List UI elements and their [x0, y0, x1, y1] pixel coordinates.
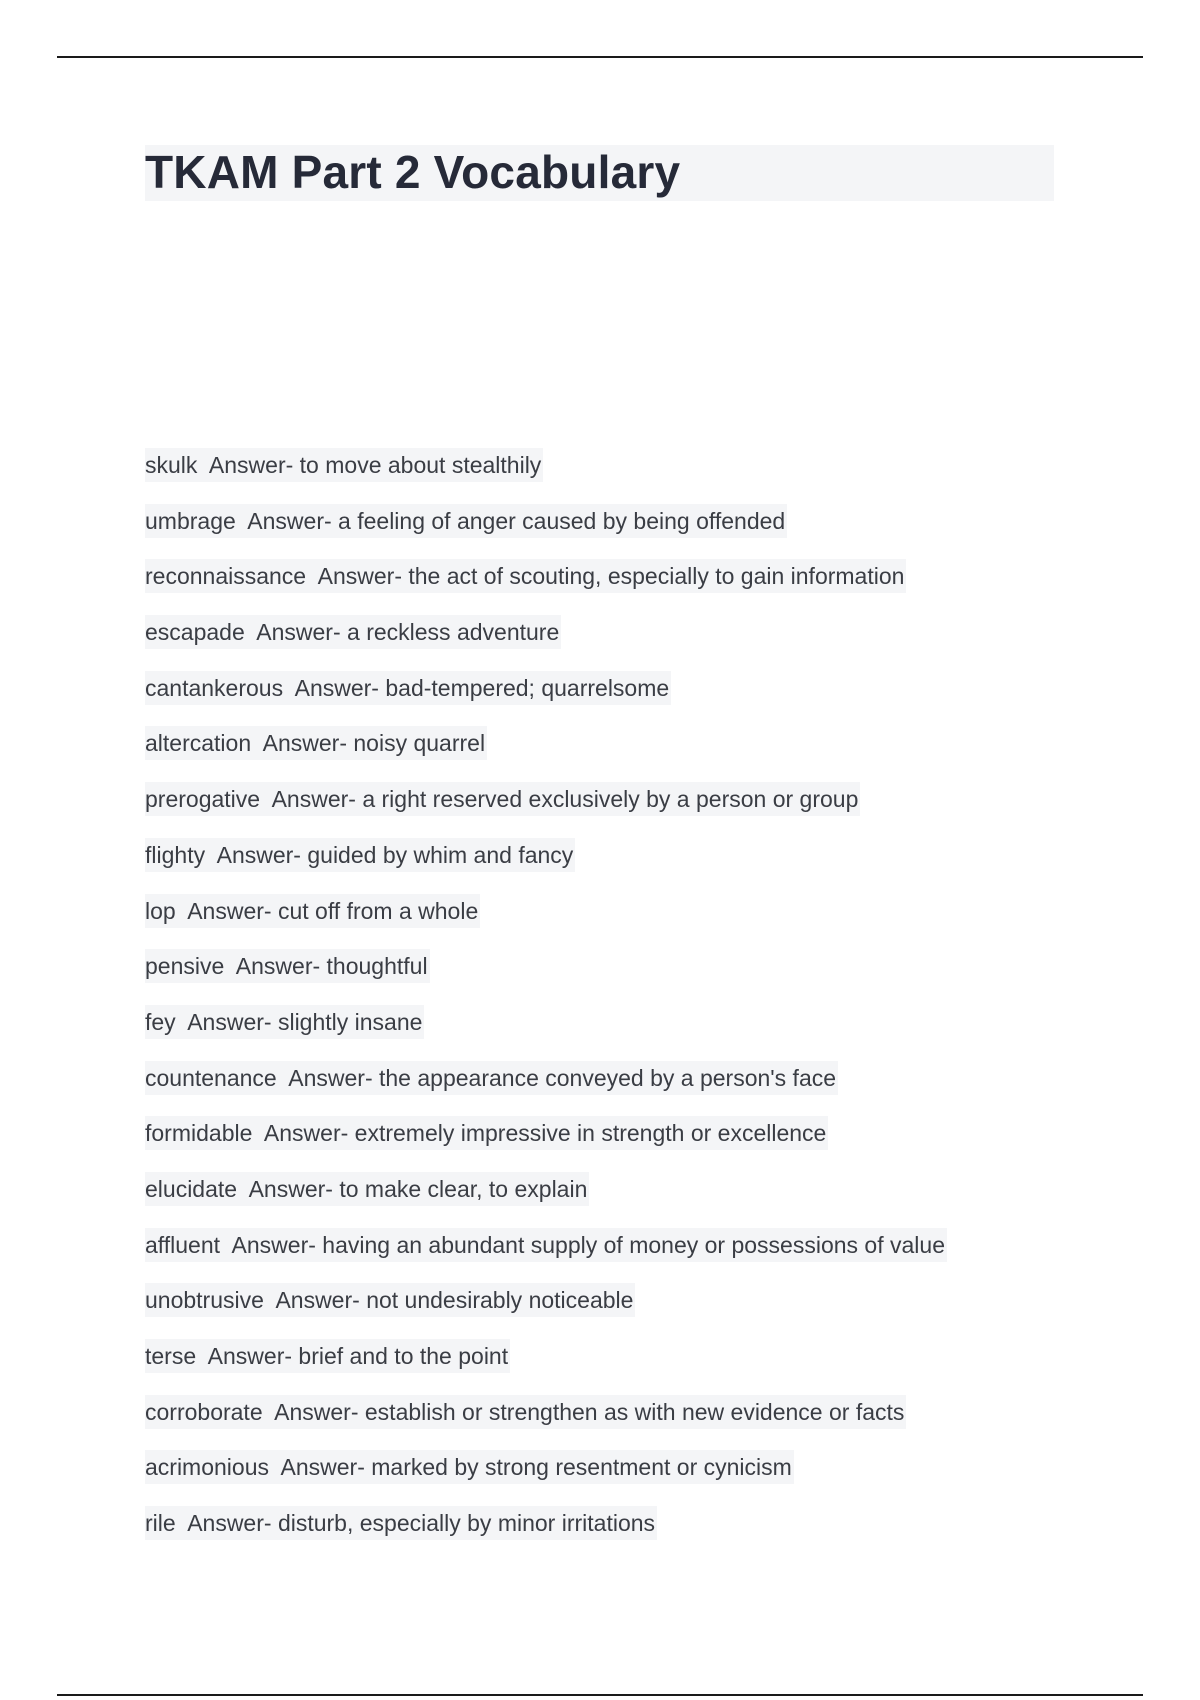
vocab-entry: [145, 1283, 947, 1339]
answer-label: Answer-: [187, 1008, 272, 1035]
document-title: TKAM Part 2 Vocabulary: [145, 146, 681, 198]
vocab-term: pensive: [145, 953, 225, 980]
answer-label: Answer-: [248, 1175, 333, 1202]
vocab-entry: [145, 1061, 947, 1117]
vocab-entry: [145, 1450, 947, 1506]
answer-label: Answer-: [274, 1398, 359, 1425]
vocab-entry: [145, 671, 947, 727]
vocab-definition: a feeling of anger caused by being offended: [338, 507, 786, 534]
vocab-term: escapade: [145, 619, 245, 646]
vocab-line: [145, 559, 906, 593]
vocab-line: [145, 671, 671, 705]
vocab-term: unobtrusive: [145, 1287, 264, 1314]
vocab-entry: [145, 1339, 947, 1395]
answer-label: Answer-: [317, 563, 402, 590]
vocab-entry: [145, 782, 947, 838]
answer-label: Answer-: [187, 897, 272, 924]
vocab-definition: a right reserved exclusively by a person or group: [362, 786, 859, 813]
vocab-line: [145, 949, 430, 983]
answer-label: Answer-: [271, 786, 356, 813]
vocab-definition: not undesirably noticeable: [366, 1287, 634, 1314]
vocab-entry: [145, 615, 947, 671]
vocab-line: [145, 1116, 828, 1150]
vocab-entry: [145, 1395, 947, 1451]
vocab-line: [145, 782, 860, 816]
vocab-definition: extremely impressive in strength or excellence: [354, 1120, 827, 1147]
answer-label: Answer-: [263, 1120, 349, 1147]
vocab-term: corroborate: [145, 1398, 263, 1425]
vocab-definition: brief and to the point: [298, 1343, 509, 1369]
vocab-definition: bad-tempered; quarrelsome: [385, 674, 670, 701]
vocab-term: cantankerous: [145, 674, 284, 701]
vocab-line: [145, 1172, 589, 1206]
vocab-term: reconnaissance: [145, 563, 307, 590]
answer-label: Answer-: [231, 1231, 316, 1258]
vocab-entry: [145, 1005, 947, 1061]
vocab-term: umbrage: [145, 507, 236, 534]
answer-label: Answer-: [207, 1343, 293, 1369]
vocab-definition: guided by whim and fancy: [307, 841, 574, 868]
vocab-entry: [145, 894, 947, 950]
vocab-definition: to make clear, to explain: [339, 1175, 588, 1202]
vocab-term: acrimonious: [145, 1454, 269, 1481]
answer-label: Answer-: [275, 1287, 360, 1314]
vocab-term: terse: [145, 1343, 197, 1369]
vocab-term: skulk: [145, 452, 198, 478]
vocab-entry: [145, 1116, 947, 1172]
vocab-definition: thoughtful: [326, 953, 428, 980]
vocab-line: [145, 1283, 635, 1317]
vocab-line: [145, 1450, 794, 1484]
vocab-term: altercation: [145, 730, 252, 757]
vocab-term: affluent: [145, 1231, 221, 1258]
vocab-line: [145, 1228, 947, 1262]
vocab-definition: establish or strengthen as with new evidence or facts: [364, 1398, 905, 1425]
vocab-definition: marked by strong resentment or cynicism: [371, 1454, 792, 1481]
vocab-entry: [145, 726, 947, 782]
answer-label: Answer-: [216, 841, 301, 868]
vocab-term: prerogative: [145, 786, 261, 813]
vocab-line: [145, 1005, 424, 1039]
vocab-entry: [145, 838, 947, 894]
vocab-line: [145, 838, 575, 872]
vocab-line: [145, 448, 543, 482]
answer-label: Answer-: [235, 953, 321, 980]
vocab-term: fey: [145, 1008, 176, 1035]
vocab-line: [145, 504, 787, 538]
vocab-definition: noisy quarrel: [353, 730, 486, 757]
vocab-line: [145, 1506, 657, 1540]
vocab-definition: slightly insane: [277, 1008, 423, 1035]
vocab-line: [145, 726, 487, 760]
vocab-term: flighty: [145, 841, 206, 868]
vocab-line: [145, 894, 480, 928]
vocab-definition: to move about stealthily: [299, 452, 542, 478]
vocab-entry: [145, 949, 947, 1005]
answer-label: Answer-: [208, 452, 294, 478]
answer-label: Answer-: [294, 674, 379, 701]
vocab-entry: [145, 448, 947, 504]
vocab-entry: [145, 1506, 947, 1562]
vocabulary-list: [145, 448, 947, 1562]
vocab-definition: the appearance conveyed by a person's face: [379, 1064, 837, 1091]
answer-label: Answer-: [256, 619, 341, 646]
answer-label: Answer-: [262, 730, 347, 757]
vocab-entry: [145, 559, 947, 615]
vocab-line: [145, 1061, 838, 1095]
vocab-entry: [145, 1228, 947, 1284]
vocab-entry: [145, 504, 947, 560]
vocab-term: lop: [145, 897, 176, 924]
vocab-line: [145, 615, 561, 649]
answer-label: Answer-: [288, 1064, 373, 1091]
vocab-term: elucidate: [145, 1175, 238, 1202]
vocab-line: [145, 1395, 906, 1429]
top-divider: [57, 56, 1143, 58]
answer-label: Answer-: [187, 1510, 272, 1537]
vocab-definition: having an abundant supply of money or possessions of value: [322, 1231, 945, 1258]
vocab-term: rile: [145, 1510, 176, 1537]
vocab-definition: disturb, especially by minor irritations: [277, 1510, 656, 1537]
answer-label: Answer-: [247, 507, 332, 534]
vocab-definition: the act of scouting, especially to gain information: [408, 563, 905, 590]
vocab-term: countenance: [145, 1064, 277, 1091]
vocab-entry: [145, 1172, 947, 1228]
vocab-definition: a reckless adventure: [347, 619, 560, 646]
bottom-divider: [57, 1694, 1143, 1696]
vocab-definition: cut off from a whole: [277, 897, 479, 924]
vocab-line: [145, 1339, 510, 1373]
answer-label: Answer-: [280, 1454, 365, 1481]
vocab-term: formidable: [145, 1120, 253, 1147]
